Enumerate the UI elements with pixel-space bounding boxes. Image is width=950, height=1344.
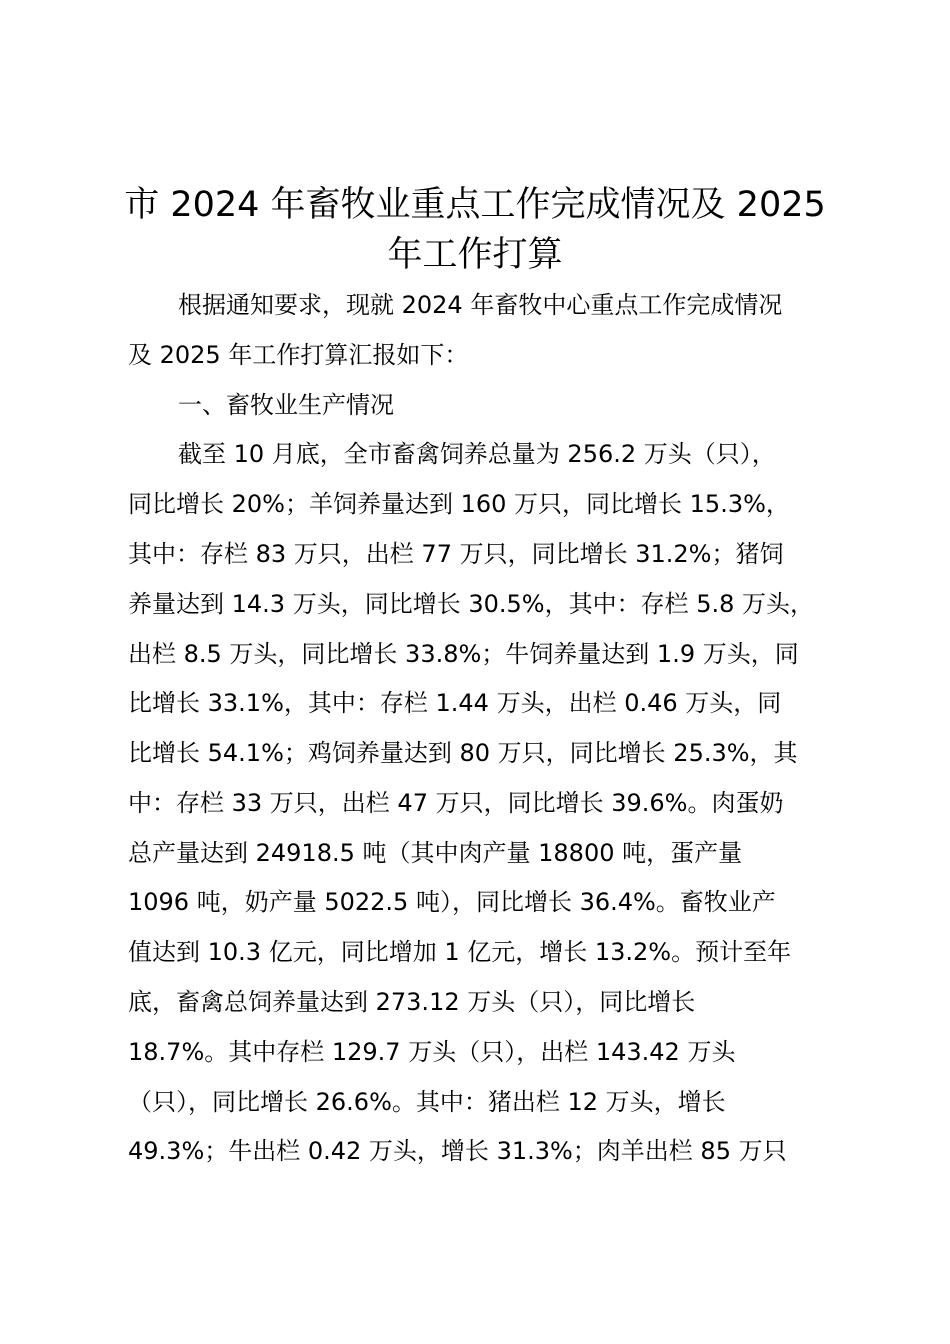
- document-title-line-2: 年工作打算: [387, 235, 563, 275]
- body-line: 同比增长 20%；羊饲养量达到 160 万只，同比增长 15.3%，: [128, 490, 790, 518]
- body-line: 截至 10 月底，全市畜禽饲养总量为 256.2 万头（只），: [178, 440, 776, 468]
- body-line: 49.3%；牛出栏 0.42 万头，增长 31.3%；肉羊出栏 85 万只: [128, 1137, 787, 1165]
- body-line: 值达到 10.3 亿元，同比增加 1 亿元，增长 13.2%。预计至年: [128, 938, 792, 966]
- body-line: 总产量达到 24918.5 吨（其中肉产量 18800 吨，蛋产量: [128, 839, 743, 867]
- section-heading: 一、畜牧业生产情况: [178, 391, 394, 419]
- document-title-line-1: 市 2024 年畜牧业重点工作完成情况及 2025: [124, 185, 826, 225]
- body-line: 比增长 33.1%，其中：存栏 1.44 万头，出栏 0.46 万头，同: [128, 689, 782, 717]
- body-line: 比增长 54.1%；鸡饲养量达到 80 万只，同比增长 25.3%，其: [128, 739, 798, 767]
- body-line: 1096 吨，奶产量 5022.5 吨），同比增长 36.4%。畜牧业产: [128, 888, 776, 916]
- body-line: 出栏 8.5 万头，同比增长 33.8%；牛饲养量达到 1.9 万头，同: [128, 640, 799, 668]
- body-line: 根据通知要求，现就 2024 年畜牧中心重点工作完成情况: [178, 291, 783, 319]
- body-line: 及 2025 年工作打算汇报如下：: [128, 341, 469, 369]
- body-line: 其中：存栏 83 万只，出栏 77 万只，同比增长 31.2%；猪饲: [128, 540, 784, 568]
- body-line: 养量达到 14.3 万头，同比增长 30.5%，其中：存栏 5.8 万头，: [128, 590, 814, 618]
- body-line: 底，畜禽总饲养量达到 273.12 万头（只），同比增长: [128, 988, 696, 1016]
- body-line: （只），同比增长 26.6%。其中：猪出栏 12 万头，增长: [128, 1088, 726, 1116]
- body-line: 中：存栏 33 万只，出栏 47 万只，同比增长 39.6%。肉蛋奶: [128, 789, 784, 817]
- body-line: 18.7%。其中存栏 129.7 万头（只），出栏 143.42 万头: [128, 1038, 736, 1066]
